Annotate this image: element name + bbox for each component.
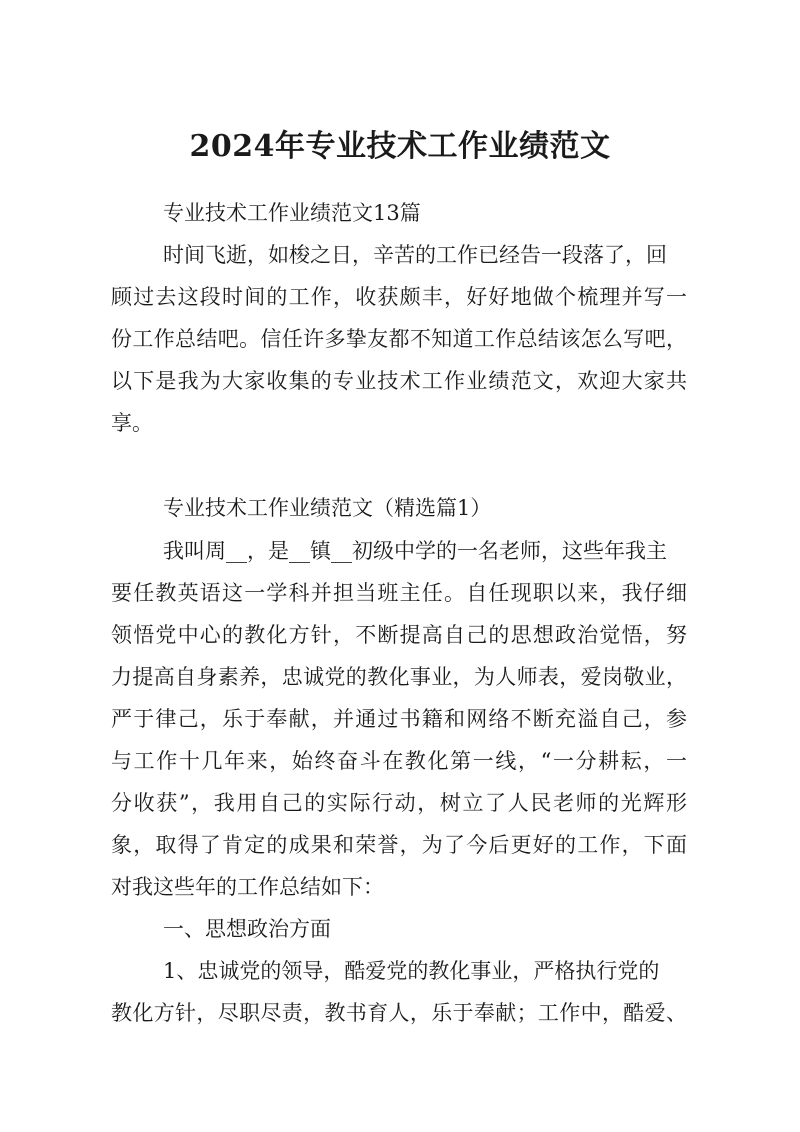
intro-line: 顾过去这段时间的工作，收获颇丰，好好地做个梳理并写一	[111, 285, 687, 309]
item-line: 教化方针，尽职尽责，教书育人，乐于奉献；工作中，酷爱、	[111, 1001, 687, 1025]
body-line: 与工作十几年来，始终奋斗在教化第一线，“一分耕耘，一	[111, 749, 687, 773]
body-line: 要任教英语这一学科并担当班主任。自任现职以来，我仔细	[111, 581, 687, 605]
item-line: 1、忠诚党的领导，酷爱党的教化事业，严格执行党的	[163, 959, 660, 983]
intro-line: 享。	[111, 411, 153, 435]
body-line: 象，取得了肯定的成果和荣誉，为了今后更好的工作，下面	[111, 833, 687, 857]
intro-line: 以下是我为大家收集的专业技术工作业绩范文，欢迎大家共	[111, 369, 687, 393]
body-line: 我叫周__，是__镇__初级中学的一名老师，这些年我主	[163, 539, 667, 563]
body-line: 严于律己，乐于奉献，并通过书籍和网络不断充溢自己，参	[111, 707, 687, 731]
body-line: 领悟党中心的教化方针，不断提高自己的思想政治觉悟，努	[111, 623, 687, 647]
section-heading: 专业技术工作业绩范文（精选篇1）	[163, 496, 492, 520]
document-title: 2024年专业技术工作业绩范文	[189, 129, 611, 164]
body-line: 分收获”，我用自己的实际行动，树立了人民老师的光辉形	[111, 791, 687, 815]
document-subtitle: 专业技术工作业绩范文13篇	[163, 201, 421, 225]
intro-line: 份工作总结吧。信任许多挚友都不知道工作总结该怎么写吧，	[111, 327, 687, 351]
body-line: 对我这些年的工作总结如下：	[111, 875, 384, 899]
subheading: 一、思想政治方面	[163, 917, 331, 941]
intro-line: 时间飞逝，如梭之日，辛苦的工作已经告一段落了，回	[163, 243, 667, 267]
body-line: 力提高自身素养，忠诚党的教化事业，为人师表，爱岗敬业，	[111, 665, 687, 689]
